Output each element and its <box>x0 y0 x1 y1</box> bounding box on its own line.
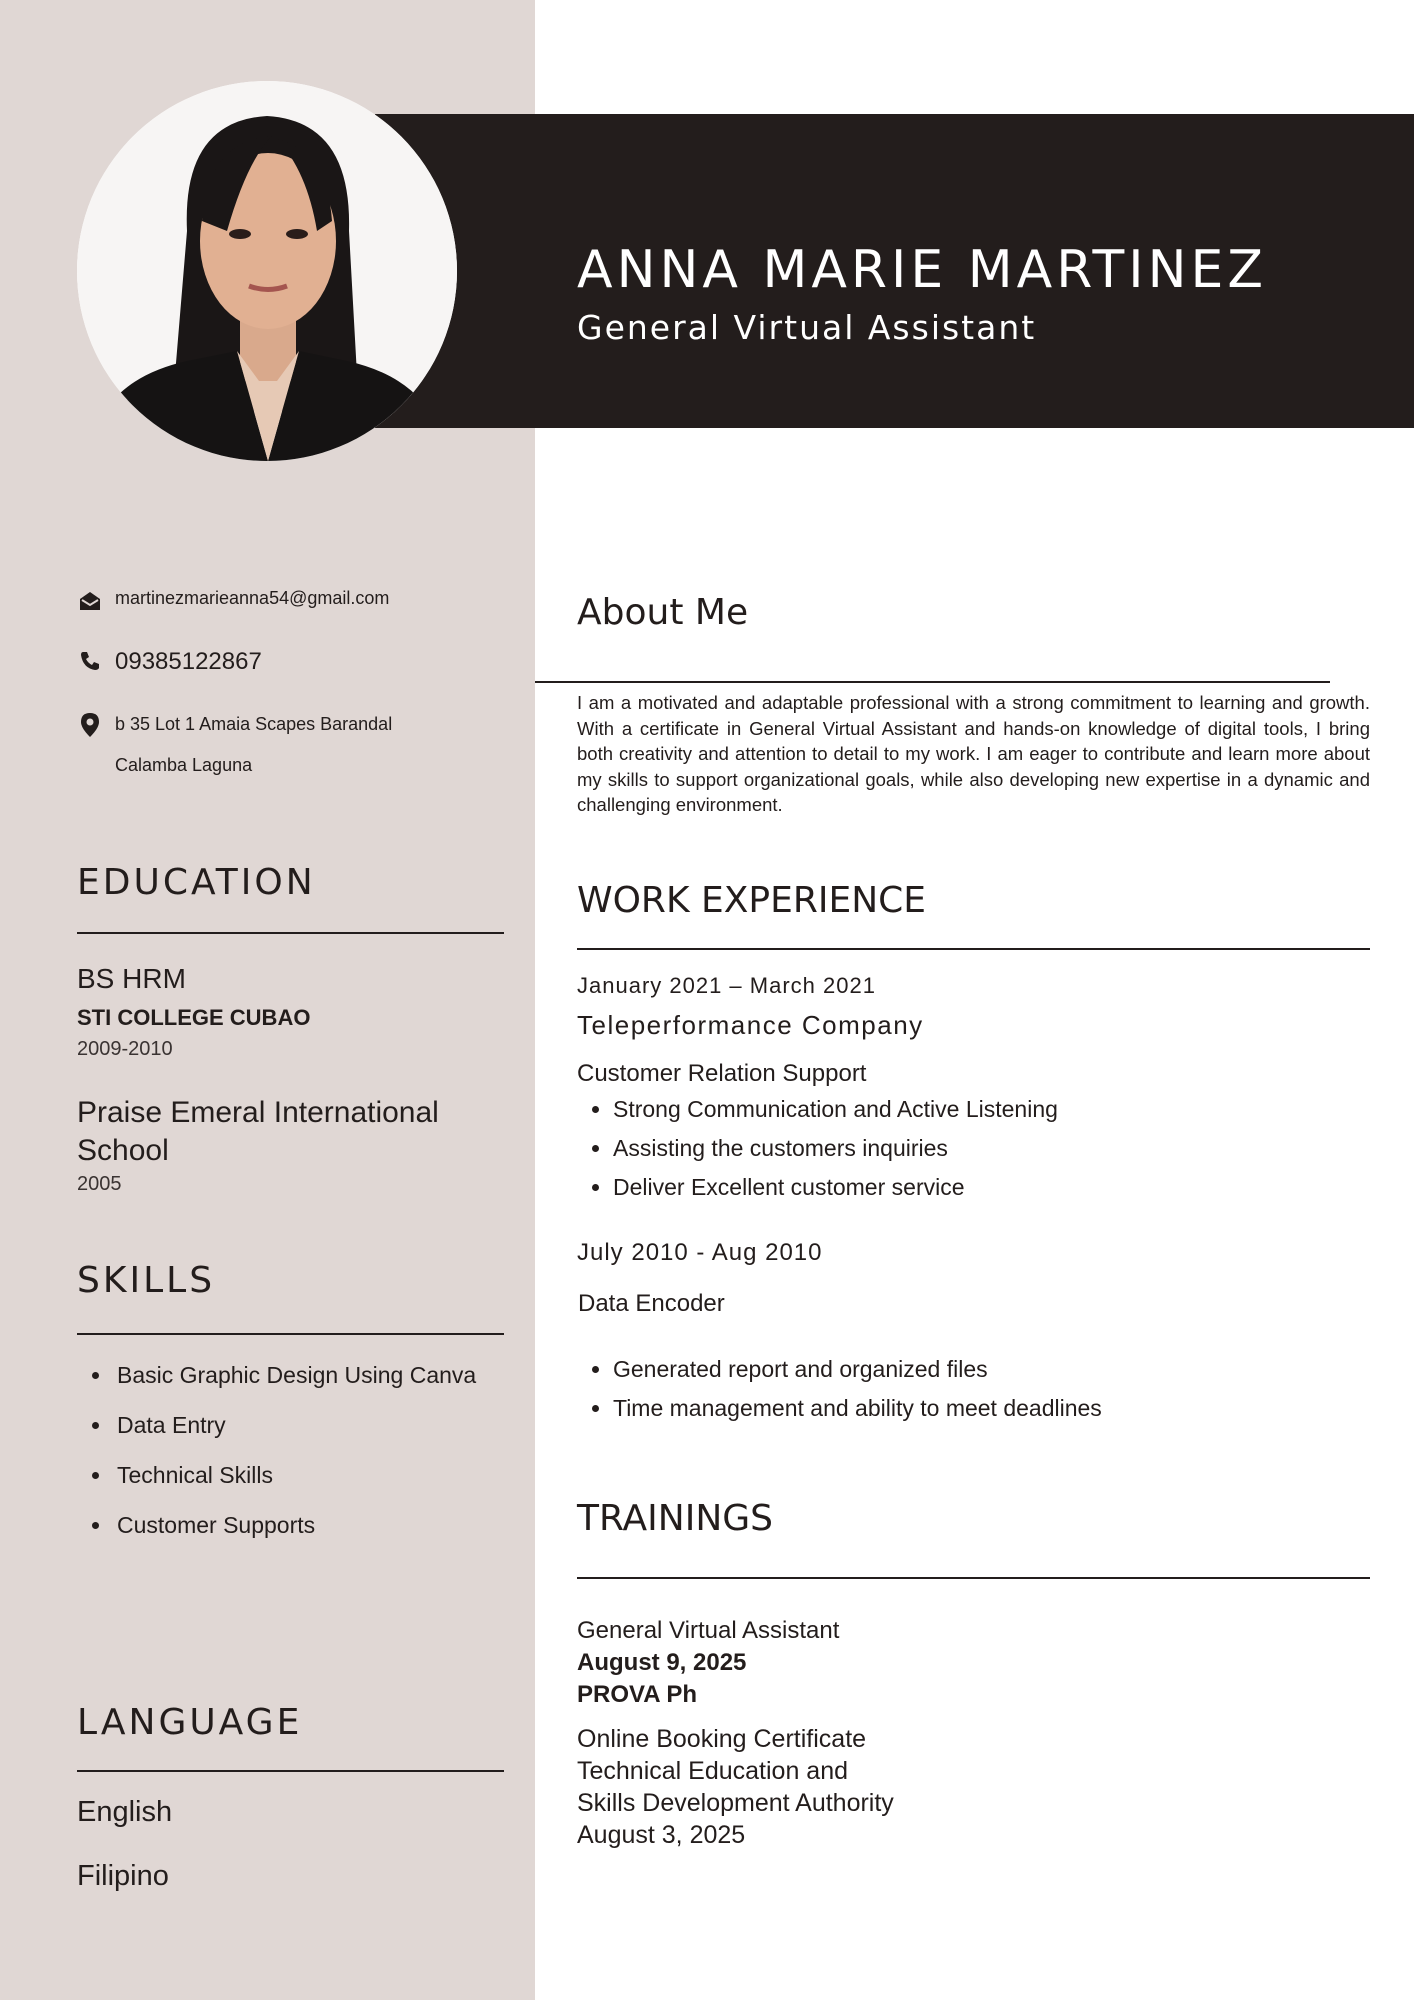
education-school-2: Praise Emeral International School <box>77 1096 439 1167</box>
person-name: ANNA MARIE MARTINEZ <box>577 240 1268 300</box>
job-duty: • Deliver Excellent customer service <box>613 1168 1413 1207</box>
job-duty: • Strong Communication and Active Listening <box>613 1090 1413 1129</box>
education-divider <box>77 932 504 934</box>
job-company: Teleperformance Company <box>577 1010 924 1040</box>
contact-phone <box>77 648 262 676</box>
skill-item: • Basic Graphic Design Using Canva <box>113 1350 533 1400</box>
education-years: 2009-2010 <box>77 1038 173 1060</box>
training-title: General Virtual Assistant <box>577 1617 840 1644</box>
map-pin-icon <box>77 712 103 738</box>
education-degree: BS HRM <box>77 963 186 994</box>
training-org: Skills Development Authority <box>577 1789 894 1817</box>
job-position: Data Encoder <box>578 1290 725 1317</box>
about-text: I am a motivated and adaptable professional with a strong commitment to learning and growth. With a certificate in General Virtual Assistant and hands-on knowledge of digital tools, I bring both creativity and attention to detail to my work. I am eager to contribute and learn more about my skills to support organizational goals, while also developing new expertise in a dynamic and challenging environment. <box>577 692 1370 815</box>
job-dates: January 2021 – March 2021 <box>577 973 876 998</box>
skill-item: • Technical Skills <box>113 1450 533 1500</box>
envelope-icon <box>77 588 103 614</box>
work-divider <box>577 948 1370 950</box>
about-heading: About Me <box>577 592 749 633</box>
trainings-divider <box>577 1577 1370 1579</box>
education-heading: EDUCATION <box>77 862 316 903</box>
job-dates: July 2010 - Aug 2010 <box>577 1239 823 1266</box>
training-org: PROVA Ph <box>577 1681 698 1708</box>
job-duties <box>577 1090 1413 1207</box>
skills-heading: SKILLS <box>77 1260 216 1301</box>
job-duties <box>577 1350 1413 1428</box>
education-school: STI COLLEGE CUBAO <box>77 1005 311 1030</box>
phone-icon <box>77 648 103 674</box>
work-heading: WORK EXPERIENCE <box>577 880 927 921</box>
skills-list <box>77 1350 533 1550</box>
about-divider <box>535 681 1330 683</box>
job-duty: • Time management and ability to meet deadlines <box>613 1389 1413 1428</box>
training-title: Online Booking Certificate <box>577 1725 867 1753</box>
language-item: Filipino <box>77 1860 169 1892</box>
job-position: Customer Relation Support <box>577 1060 867 1087</box>
email-text: martinezmarieanna54@gmail.com <box>115 588 390 608</box>
training-item <box>577 1723 894 1851</box>
contact-address <box>77 704 445 786</box>
education-years-2: 2005 <box>77 1173 122 1195</box>
training-item <box>577 1615 839 1711</box>
trainings-heading: TRAININGS <box>577 1498 774 1539</box>
training-org: Technical Education and <box>577 1757 849 1785</box>
profile-photo <box>77 81 457 461</box>
language-item: English <box>77 1796 173 1828</box>
person-title: General Virtual Assistant <box>577 308 1037 347</box>
address-text: b 35 Lot 1 Amaia Scapes Barandal Calamba Laguna <box>115 714 393 775</box>
skills-divider <box>77 1333 504 1335</box>
job-duty: • Assisting the customers inquiries <box>613 1129 1413 1168</box>
phone-text: 09385122867 <box>115 648 262 675</box>
language-heading: LANGUAGE <box>77 1702 303 1743</box>
language-divider <box>77 1770 504 1772</box>
contact-email <box>77 588 389 614</box>
skill-item: • Customer Supports <box>113 1500 533 1550</box>
skill-item: • Data Entry <box>113 1400 533 1450</box>
training-date: August 3, 2025 <box>577 1821 746 1849</box>
training-date: August 9, 2025 <box>577 1649 747 1676</box>
job-duty: • Generated report and organized files <box>613 1350 1413 1389</box>
